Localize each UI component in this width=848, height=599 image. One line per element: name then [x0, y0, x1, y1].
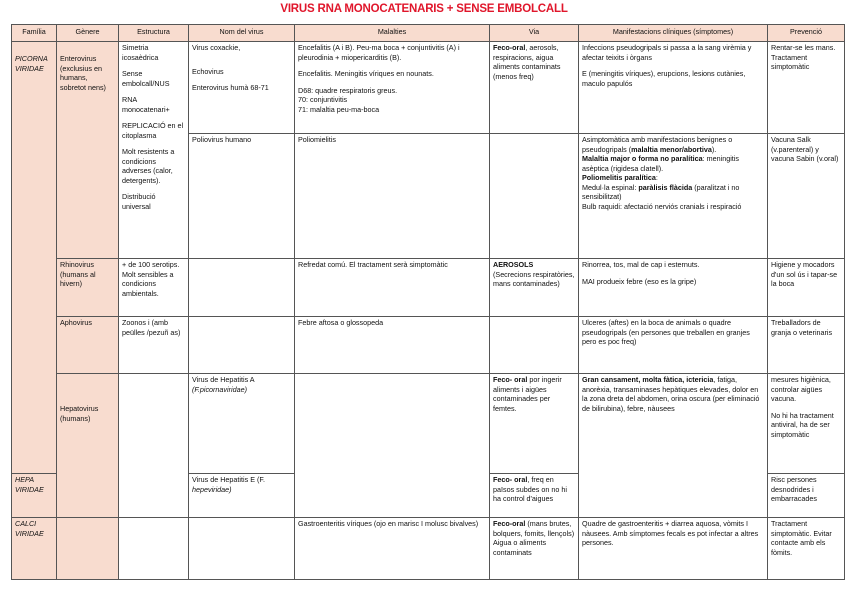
prevention-poliovirus [768, 134, 845, 259]
symptom-bold: paràlisis flàcida [638, 182, 693, 192]
symptom-text: ). [711, 144, 717, 154]
route-aphovirus [490, 317, 579, 374]
route-hepatitis-e [490, 474, 579, 518]
route-rhinovirus [490, 259, 579, 317]
header-genere: Gènere [57, 25, 119, 42]
virus-hepatitis-e [189, 474, 295, 518]
genus-aphovirus [57, 317, 119, 374]
virus-family: hepeviridae) [192, 484, 232, 494]
route-poliovirus [490, 134, 579, 259]
symptoms-enterovirus-group [579, 42, 768, 134]
structure-enterovirus [119, 42, 189, 259]
genus-label: Rhinovirus (humans al hivern) [60, 260, 96, 288]
route-bold: Feco-oral [493, 43, 526, 52]
symptom-text: Infeccions pseudogripals si passa a la sang virèmia y afectar teixits i òrgans [582, 43, 752, 62]
table-row-enterovirus-coxsackie [12, 42, 845, 134]
genus-enterovirus [57, 42, 119, 259]
disease-calciviridae [295, 518, 490, 580]
prevention-aphovirus [768, 317, 845, 374]
prevention-text: Tractament simptomàtic. Evitar contacte amb els fòmits. [771, 519, 832, 557]
symptom-text: Medul·la espinal: [582, 182, 639, 192]
family-label: PICORNA VIRIDAE [15, 54, 48, 73]
family-hepaviridae [12, 474, 57, 518]
symptom-text: Asimptomàtica amb manifestacions benignes o pseudogripals ( [582, 135, 733, 154]
symptom-text: Quadre de gastroenteritis + diarrea aquosa, vòmits I nàusees. Amb símptomes fecals es pot infectar a altres persones. [582, 519, 759, 547]
symptom-text: MAI produeix febre (eso es la gripe) [582, 276, 697, 286]
disease-text: Gastroenteritis víriques (ojo en marisc I molusc bivalves) [298, 519, 479, 528]
disease-text: Encefalitis (A i B). Peu-ma boca + conjuntivitis (A) i pleurodinia + miopericarditis (B). [298, 43, 460, 62]
prevention-text: Higiene y mocadors d'un sol ús i tapar-se la boca [771, 260, 838, 288]
genus-label: Hepatovirus (humans) [60, 404, 99, 423]
table-row-hepatitis-a [12, 374, 845, 474]
symptom-text: Ulceres (aftes) en la boca de animals o quadre pseudogripals (en persones que treballen en granjes pero es poc freq) [582, 318, 750, 346]
virus-name: Enterovirus humà 68-71 [192, 83, 269, 92]
symptoms-poliovirus [579, 134, 768, 259]
virus-table [11, 24, 845, 580]
symptoms-aphovirus [579, 317, 768, 374]
structure-line: RNA monocatenari+ [122, 95, 170, 114]
disease-hepatitis [295, 374, 490, 518]
table-row-aphovirus [12, 317, 845, 374]
structure-calciviridae [119, 518, 189, 580]
prevention-text: No hi ha tractament antiviral, ha de ser simptomàtic [771, 410, 834, 439]
route-bold: Feco-oral [493, 519, 526, 528]
virus-enterovirus-group [189, 42, 295, 134]
header-nom-virus: Nom del virus [189, 25, 295, 42]
disease-text: Febre aftosa o glossopeda [298, 318, 384, 327]
genus-hepatovirus [57, 374, 119, 518]
virus-name: Virus de Hepatitis E (F. [192, 475, 265, 484]
header-via: Via [490, 25, 579, 42]
structure-aphovirus [119, 317, 189, 374]
symptom-bold: malaltia menor/abortiva [631, 144, 712, 154]
route-enterovirus [490, 42, 579, 134]
symptom-bold: Malaltia major o forma no paralítica [582, 154, 703, 163]
header-familia: Família [12, 25, 57, 42]
symptom-text: Bulb raquidi: afectació nerviós cranials i respiració [582, 201, 742, 211]
route-bold: AEROSOLS [493, 260, 534, 269]
symptom-text: E (meningitis víriques), erupcions, lesions cutànies, maculo papulós [582, 69, 746, 88]
symptom-text: , fatiga, anorèxia, transaminases hepàtiques elevades, dolor en la zona dreta del abdomen, orina oscura (per eliminació de bilirubina), febre, nàusees [582, 375, 760, 413]
virus-poliovirus [189, 134, 295, 259]
table-row-rhinovirus [12, 259, 845, 317]
disease-text: 71: malaltia peu-ma-boca [298, 104, 380, 114]
structure-rhinovirus [119, 259, 189, 317]
family-picornaviridae [12, 42, 57, 474]
structure-line: Zoonos i (amb peülles /pezuñ as) [122, 318, 181, 337]
prevention-hepatitis-e [768, 474, 845, 518]
header-manifestacions: Manifestacions clíniques (símptomes) [579, 25, 768, 42]
disease-text: Refredat comú. El tractament serà simptomàtic [298, 260, 448, 269]
header-row [12, 25, 845, 42]
disease-text: Poliomielitis [298, 135, 336, 144]
symptom-text: Rinorrea, tos, mal de cap i esternuts. [582, 260, 700, 269]
prevention-text: Risc persones desnodrides i embarracades [771, 475, 817, 503]
disease-text: 70: conjuntivitis [298, 95, 348, 104]
symptom-bold: Gran cansament, molta fàtica, ictericia [582, 375, 714, 384]
disease-text: Encefalitis. Meningitis víriques en nounats. [298, 69, 434, 78]
symptoms-rhinovirus [579, 259, 768, 317]
virus-family: (F.picornaviridae) [192, 384, 247, 394]
virus-name: Virus coxackie, [192, 43, 241, 52]
prevention-hepatitis-a [768, 374, 845, 474]
disease-rhinovirus [295, 259, 490, 317]
symptom-bold: Poliomelitis paralítica [582, 173, 656, 182]
header-malalties: Malalties [295, 25, 490, 42]
symptom-text: : meningitis asèptica (rigidesa clatell). [582, 154, 739, 173]
symptoms-hepatitis [579, 374, 768, 518]
route-bold: Feco- oral [493, 375, 528, 384]
virus-name: Poliovirus humano [192, 135, 252, 144]
structure-line: Distribució universal [122, 192, 156, 211]
route-bold: Feco- oral [493, 475, 528, 484]
disease-enterovirus-group [295, 42, 490, 134]
virus-hepatitis-a [189, 374, 295, 474]
virus-name: Echovirus [192, 66, 224, 76]
structure-line: REPLICACIÓ en el citoplasma [122, 121, 184, 140]
route-calciviridae [490, 518, 579, 580]
disease-poliovirus [295, 134, 490, 259]
structure-line: + de 100 serotips. Molt sensibles a condicions ambientals. [122, 260, 180, 298]
route-text: , aerosols, respiracions, aigua aliments contaminats (menos freq) [493, 43, 561, 81]
genus-label: Aphovirus [60, 318, 92, 327]
symptom-text: : [655, 173, 658, 182]
symptom-text: (paralitzat i no sensibilitzat) [582, 182, 740, 201]
structure-line: Molt resistents a condicions adverses (calor, detergents). [122, 147, 175, 185]
table-row-calciviridae [12, 518, 845, 580]
structure-line: Sense embolcall/NUS [122, 69, 170, 88]
virus-aphovirus [189, 317, 295, 374]
prevention-text: Treballadors de granja o veterinaris [771, 318, 833, 337]
genus-rhinovirus [57, 259, 119, 317]
virus-name: Virus de Hepatitis A [192, 375, 255, 384]
header-estructura: Estructura [119, 25, 189, 42]
genus-label: Enterovirus (exclusius en humans, sobretot nens) [60, 54, 106, 92]
virus-rhinovirus [189, 259, 295, 317]
disease-text: D68: quadre respiratoris greus. [298, 85, 398, 95]
prevention-calciviridae [768, 518, 845, 580]
prevention-text: Rentar-se les mans. Tractament simptomàtic [771, 43, 836, 71]
structure-line: Simetria icosaèdrica [122, 43, 159, 62]
prevention-enterovirus [768, 42, 845, 134]
prevention-text: Vacuna Salk (v.parenteral) y vacuna Sabin (v.oral) [771, 135, 839, 163]
route-hepatitis-a [490, 374, 579, 474]
symptoms-calciviridae [579, 518, 768, 580]
virus-calciviridae [189, 518, 295, 580]
family-label: CALCI VIRIDAE [15, 519, 44, 538]
route-text: (Secrecions respiratòries, mans contaminades) [493, 269, 575, 288]
prevention-rhinovirus [768, 259, 845, 317]
route-text: , freq en països subdes on no hi ha control d'aigues [493, 475, 567, 503]
disease-aphovirus [295, 317, 490, 374]
family-label: HEPA VIRIDAE [15, 475, 44, 494]
page-title: VIRUS RNA MONOCATENARIS + SENSE EMBOLCALL [280, 3, 568, 15]
prevention-text: mesures higiènica, controlar aigües vacuna. [771, 375, 831, 403]
structure-hepatovirus [119, 374, 189, 518]
header-prevencio: Prevenció [768, 25, 845, 42]
route-text: (mans brutes, bolquers, fomits, llençols) Aigua o aliments contaminats [493, 519, 575, 557]
route-text: por ingerir aliments i aigües contaminades per femtes. [493, 375, 562, 413]
family-calciviridae [12, 518, 57, 580]
genus-calciviridae [57, 518, 119, 580]
